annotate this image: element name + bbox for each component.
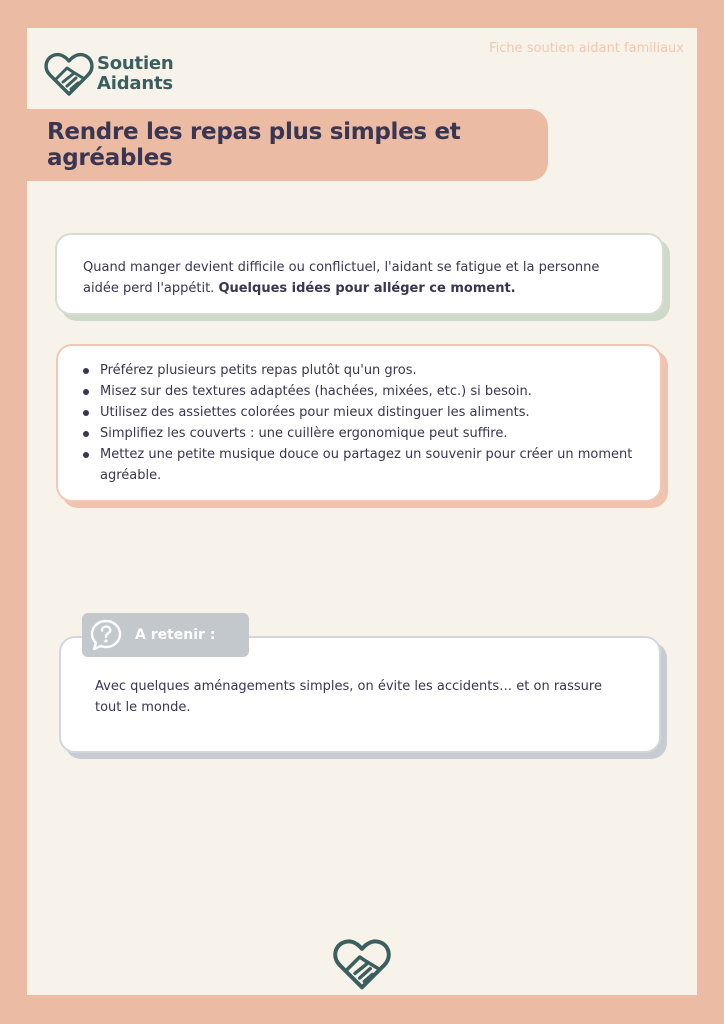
intro-card [55, 233, 664, 315]
list-item: Mettez une petite musique douce ou partagez un souvenir pour créer un moment agréable. [78, 444, 640, 486]
intro-text [83, 257, 636, 299]
brand-logo [43, 50, 174, 98]
page-title: Rendre les repas plus simples et agréables [47, 119, 461, 171]
list-item: Utilisez des assiettes colorées pour mieux distinguer les aliments. [78, 402, 640, 423]
intro-body: Quand manger devient difficile ou conflictuel, l'aidant se fatigue et la personne aidée perd l'appétit. [83, 260, 600, 296]
footer-heart-handshake-icon [331, 936, 393, 992]
tips-card [56, 344, 662, 502]
retain-text: Avec quelques aménagements simples, on évite les accidents… et on rassure tout le monde. [95, 679, 602, 715]
retain-label: A retenir : [135, 627, 216, 643]
list-item: Préférez plusieurs petits repas plutôt qu'un gros. [78, 360, 640, 381]
retain-label-tab [82, 613, 249, 657]
list-item: Simplifiez les couverts : une cuillère ergonomique peut suffire. [78, 423, 640, 444]
header-note: Fiche soutien aidant familiaux [489, 41, 684, 56]
intro-emphasis: Quelques idées pour alléger ce moment. [218, 281, 516, 296]
list-item: Misez sur des textures adaptées (hachées, mixées, etc.) si besoin. [78, 381, 640, 402]
brand-name [97, 54, 174, 94]
tips-list [78, 360, 640, 486]
brand-line-1: Soutien [97, 53, 174, 74]
brand-line-2: Aidants [97, 73, 173, 94]
title-banner [27, 109, 548, 181]
document-page [27, 28, 697, 995]
heart-handshake-icon [43, 50, 95, 98]
question-bubble-icon [89, 618, 123, 652]
